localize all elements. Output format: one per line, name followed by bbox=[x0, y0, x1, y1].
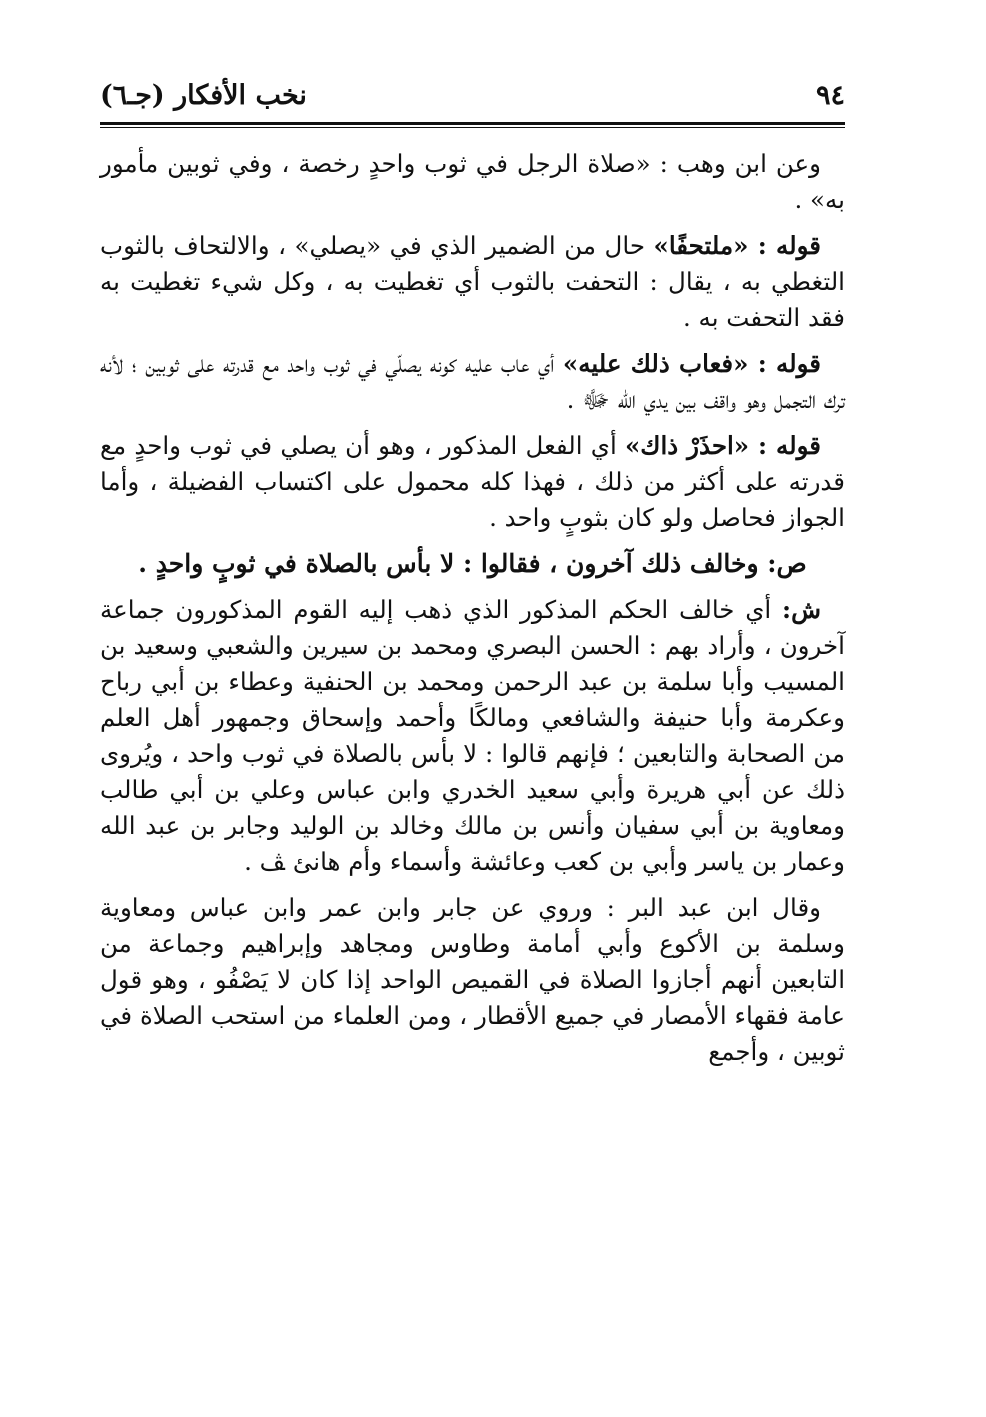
matn-line: ص: وخالف ذلك آخرون ، فقالوا : لا بأس بالصلاة في ثوبٍ واحدٍ . bbox=[138, 549, 807, 578]
paragraph-lead: قوله : «احذَرْ ذاك» bbox=[624, 431, 822, 460]
paragraph-lead: قوله : «ملتحفًا» bbox=[653, 231, 821, 260]
paragraph-ihdhar bbox=[100, 428, 845, 536]
page-header bbox=[100, 70, 845, 122]
paragraph-faaba bbox=[100, 346, 845, 418]
header-rule-thin bbox=[100, 127, 845, 128]
sharh-lead: ش: bbox=[782, 595, 821, 624]
page-number: ٩٤ bbox=[815, 80, 845, 111]
paragraph-ibn-abd-al-barr bbox=[100, 890, 845, 1070]
paragraph-text: حال من الضمير الذي في «يصلي» ، والالتحاف بالثوب التغطي به ، يقال : التحفت بالثوب أي تغطيت به ، وكل شيء تغطيت به فقد التحفت به . bbox=[100, 231, 845, 332]
sharh-paragraph bbox=[100, 592, 845, 880]
book-page bbox=[100, 70, 845, 1080]
paragraph-text: وعن ابن وهب : «صلاة الرجل في ثوب واحدٍ رخصة ، وفي ثوبين مأمور به» . bbox=[100, 149, 845, 214]
sharh-text: أي خالف الحكم المذكور الذي ذهب إليه القوم المذكورون جماعة آخرون ، وأراد بهم : الحسن البصري ومحمد بن سيرين والشعبي وسعيد بن المسيب وأبا سلمة بن عبد الرحمن ومحمد بن الحنفية وعطاء بن أبي رباح وعكرمة وأبا حنيفة والشافعي ومالكًا وأحمد وإسحاق وجمهور أهل العلم من الصحابة والتابعين ؛ فإنهم قالوا : لا بأس بالصلاة في ثوب واحد ، ويُروى ذلك عن أبي هريرة وأبي سعيد الخدري وابن عباس وعلي بن أبي طالب ومعاوية بن أبي سفيان وأنس بن مالك وخالد بن الوليد وجابر بن عبد الله وعمار بن ياسر وأبي بن كعب وعائشة وأسماء وأم هانئ ﭫ . bbox=[100, 595, 845, 876]
paragraph-multahifan bbox=[100, 228, 845, 336]
paragraph-text: وقال ابن عبد البر : وروي عن جابر وابن عمر وابن عباس ومعاوية وسلمة بن الأكوع وأبي أمامة وطاوس ومجاهد وإبراهيم وجماعة من التابعين أنهم أجازوا الصلاة في القميص الواحد إذا كان لا يَصْفُو ، وهو قول عامة فقهاء الأمصار في جميع الأقطار ، ومن العلماء من استحب الصلاة في ثوبين ، وأجمع bbox=[100, 893, 845, 1066]
header-rule-thick bbox=[100, 122, 845, 125]
paragraph-ibn-wahb bbox=[100, 146, 845, 218]
paragraph-text: أي عاب عليه كونه يصلّي في ثوب واحد مع قدرته على ثوبين ؛ لأنه ترك التجمل وهو واقف بين يدي الله ﷻ . bbox=[100, 349, 845, 414]
paragraph-text: أي الفعل المذكور ، وهو أن يصلي في ثوب واحدٍ مع قدرته على أكثر من ذلك ، فهذا كله محمول على اكتساب الفضيلة ، وأما الجواز فحاصل ولو كان بثوبٍ واحد . bbox=[100, 431, 845, 532]
book-title: نخب الأفكار (جـ٦) bbox=[100, 80, 307, 111]
paragraph-lead: قوله : «فعاب ذلك عليه» bbox=[562, 349, 821, 378]
